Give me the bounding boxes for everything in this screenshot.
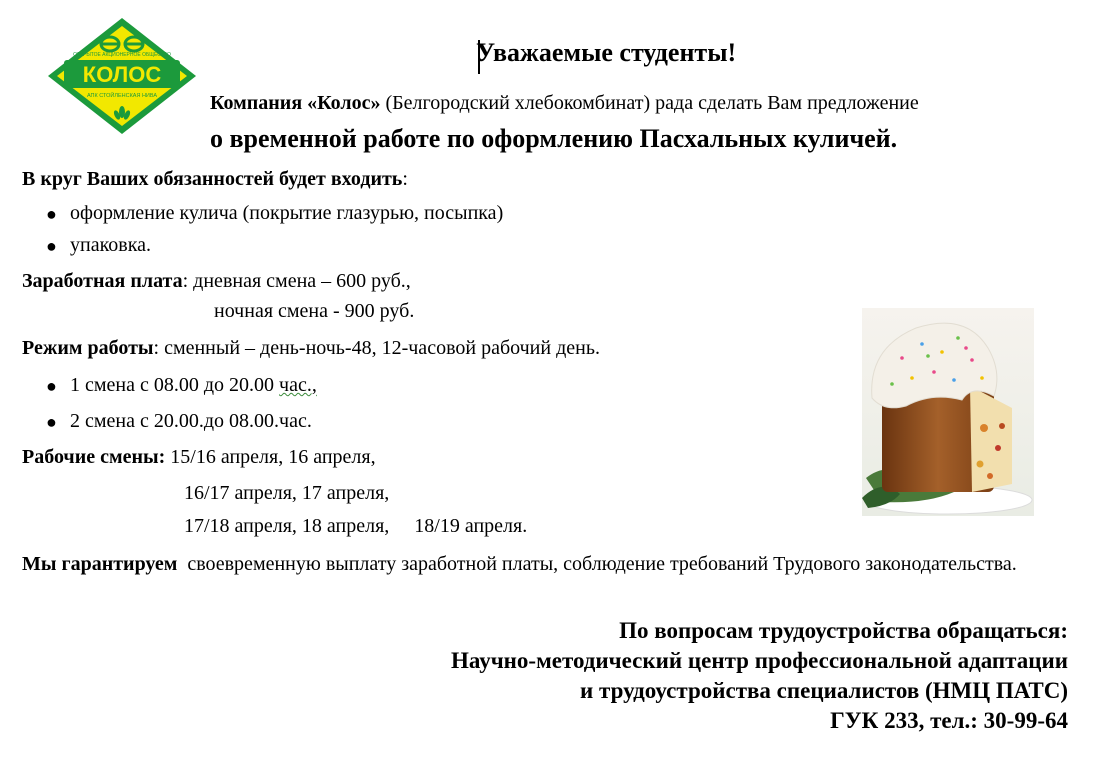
schedule-line <box>22 337 600 360</box>
contact-line-1: По вопросам трудоустройства обращаться: <box>619 618 1068 643</box>
contact-line-4: ГУК 233, тел.: 30-99-64 <box>830 708 1068 733</box>
shift-1-tail: час., <box>279 374 317 396</box>
easter-cake-photo <box>862 308 1034 516</box>
salary-label: Заработная плата <box>22 270 183 292</box>
schedule-label: Режим работы <box>22 337 154 359</box>
work-shifts-line <box>22 446 376 469</box>
logo-text-top: ОТКРЫТОЕ АКЦИОНЕРНОЕ ОБЩЕСТВО <box>73 52 171 58</box>
logo-text-bottom: АПК СТОЙЛЕНСКАЯ НИВА <box>86 93 158 99</box>
guarantee-paragraph <box>22 550 1068 578</box>
bullet-icon: ● <box>46 376 57 396</box>
kolos-logo <box>46 16 198 136</box>
shift-1 <box>70 374 317 397</box>
duties-colon: : <box>402 168 408 190</box>
guarantee-label: Мы гарантируем <box>22 553 178 575</box>
duty-item-2: упаковка. <box>70 234 152 256</box>
duties-label: В круг Ваших обязанностей будет входить <box>22 168 403 190</box>
shift-1-main: 1 смена с 08.00 до 20.00 <box>70 374 280 396</box>
work-shifts-3: 17/18 апреля, 18 апреля, 18/19 апреля. <box>184 515 528 537</box>
logo-name: КОЛОС <box>82 62 162 87</box>
company-name: Компания «Колос» <box>210 92 381 114</box>
schedule-value: : сменный – день-ночь-48, 12-часовой рабочий день. <box>153 337 600 359</box>
contact-line-2: Научно-методический центр профессиональной адаптации <box>450 648 1068 673</box>
salary-line <box>22 270 411 293</box>
work-shifts-label: Рабочие смены: <box>22 446 166 468</box>
duties-title <box>22 168 408 191</box>
offer-line: о временной работе по оформлению Пасхальных куличей. <box>210 124 898 153</box>
guarantee-text: своевременную выплату заработной платы, соблюдение требований Трудового законодательства. <box>187 553 1017 575</box>
bullet-icon: ● <box>46 204 57 224</box>
intro-line <box>210 92 919 115</box>
contact-block <box>451 616 1068 736</box>
salary-night: ночная смена - 900 руб. <box>214 300 415 322</box>
heading: Уважаемые студенты! <box>476 38 737 67</box>
bullet-icon: ● <box>46 412 57 432</box>
duty-item-1: оформление кулича (покрытие глазурью, посыпка) <box>70 202 504 224</box>
work-shifts-2: 16/17 апреля, 17 апреля, <box>184 482 390 504</box>
shift-2: 2 смена с 20.00.до 08.00.час. <box>70 410 312 432</box>
bullet-icon: ● <box>46 236 57 256</box>
contact-line-3: и трудоустройства специалистов (НМЦ ПАТС) <box>580 678 1068 703</box>
work-shifts-1: 15/16 апреля, 16 апреля, <box>170 446 376 468</box>
salary-day: : дневная смена – 600 руб., <box>182 270 411 292</box>
intro-text: (Белгородский хлебокомбинат) рада сделать Вам предложение <box>380 92 919 114</box>
